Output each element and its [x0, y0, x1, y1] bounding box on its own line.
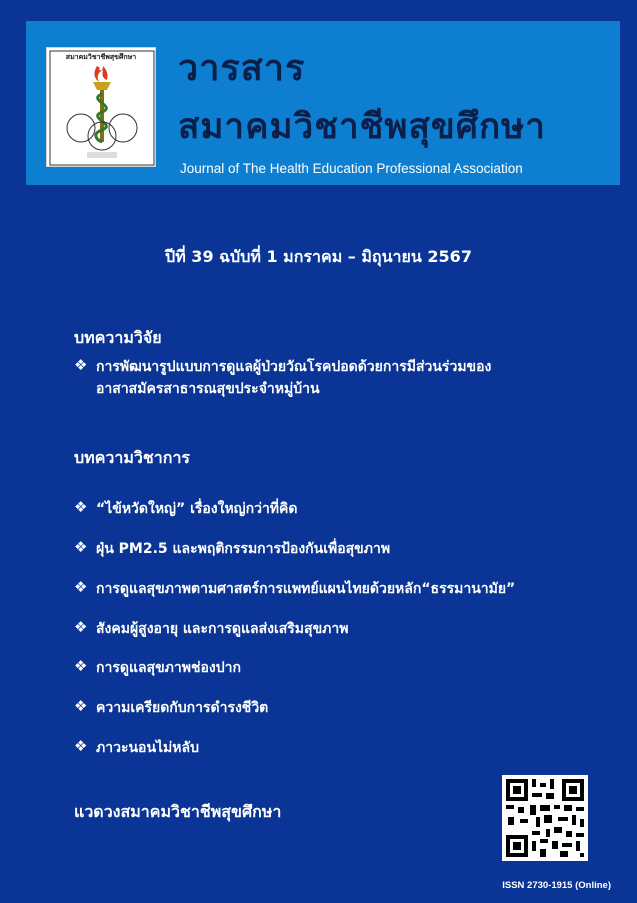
qr-code-icon[interactable]	[502, 775, 588, 861]
bullet-diamond-icon: ❖	[74, 618, 88, 636]
academic-article-title: สังคมผู้สูงอายุ และการดูแลส่งเสริมสุขภาพ	[96, 621, 349, 637]
academic-article-title: การดูแลสุขภาพช่องปาก	[96, 660, 241, 676]
academic-article-item[interactable]	[74, 498, 298, 520]
bullet-diamond-icon: ❖	[74, 657, 88, 675]
association-news-heading: แวดวงสมาคมวิชาชีพสุขศึกษา	[74, 802, 282, 821]
academic-article-item[interactable]	[74, 618, 348, 640]
academic-article-title: ความเครียดกับการดำรงชีวิต	[96, 700, 269, 716]
bullet-diamond-icon: ❖	[74, 697, 88, 715]
academic-section-heading: บทความวิชาการ	[74, 448, 191, 467]
academic-article-item[interactable]	[74, 657, 241, 679]
academic-article-item[interactable]	[74, 697, 268, 719]
academic-article-title: ฝุ่น PM2.5 และพฤติกรรมการป้องกันเพื่อสุขภาพ	[96, 541, 391, 557]
journal-subtitle-english: Journal of The Health Education Professional Association	[180, 161, 523, 176]
caduceus-torch-icon	[47, 48, 157, 168]
academic-article-title: ภาวะนอนไม่หลับ	[96, 740, 199, 756]
bullet-diamond-icon: ❖	[74, 538, 88, 556]
academic-article-item[interactable]	[74, 538, 390, 560]
research-section-heading: บทความวิจัย	[74, 328, 162, 347]
journal-title-line1: วารสาร	[178, 48, 306, 89]
academic-article-title: “ไข้หวัดใหญ่” เรื่องใหญ่กว่าที่คิด	[96, 501, 298, 517]
research-article-title: การพัฒนารูปแบบการดูแลผู้ป่วยวัณโรคปอดด้วยการมีส่วนร่วมของอาสาสมัครสาธารณสุขประจำหมู่บ้าน	[96, 359, 492, 397]
bullet-diamond-icon: ❖	[74, 737, 88, 755]
journal-header	[26, 21, 620, 185]
logo-text: สมาคมวิชาชีพสุขศึกษา	[65, 53, 137, 61]
research-article-item[interactable]	[74, 356, 506, 400]
issn-number: ISSN 2730-1915 (Online)	[502, 880, 611, 891]
journal-title-line2: สมาคมวิชาชีพสุขศึกษา	[178, 107, 546, 147]
academic-article-item[interactable]	[74, 737, 199, 759]
bullet-diamond-icon: ❖	[74, 578, 88, 596]
bullet-diamond-icon: ❖	[74, 356, 88, 374]
bullet-diamond-icon: ❖	[74, 498, 88, 516]
academic-article-title: การดูแลสุขภาพตามศาสตร์การแพทย์แผนไทยด้วยหลัก“ธรรมานามัย”	[96, 581, 516, 597]
association-logo	[46, 47, 156, 167]
academic-article-item[interactable]	[74, 578, 515, 600]
issue-info: ปีที่ 39 ฉบับที่ 1 มกราคม – มิถุนายน 2567	[165, 247, 472, 266]
